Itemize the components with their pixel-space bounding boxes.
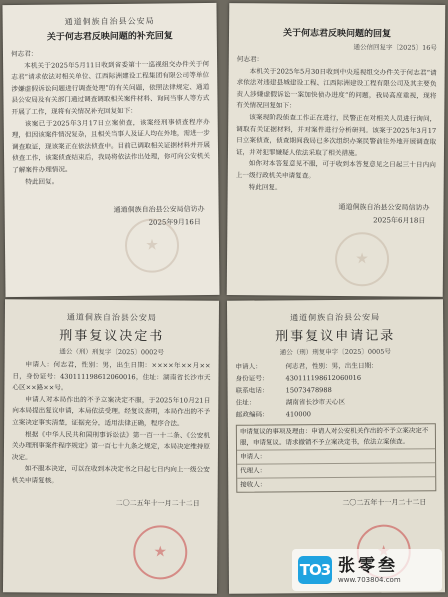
application-content-table	[236, 423, 436, 492]
document-number: 通公（刑）刑复字〔2025〕0002号	[59, 347, 164, 357]
field-label: 身份证号：	[235, 374, 269, 383]
site-logo-icon: TO3	[298, 556, 332, 584]
issuing-organization: 通道侗族自治县公安局	[64, 16, 155, 27]
issuing-organization: 通道侗族自治县公安局	[66, 312, 157, 323]
field-value: 15073478988	[285, 386, 332, 395]
document-title: 关于何志君反映问题的补充回复	[46, 31, 173, 43]
content-cell: 申请复议的事项及理由：申请人对公安机关作出的不予立案决定不服，申请复议。请求撤销不予立案决定书，依法立案侦查。	[237, 424, 435, 450]
field-row	[236, 407, 436, 420]
paragraph: 该案已于2025年3月17日立案侦查，该案经刑事侦查程序办理，但因该案件情况复杂，且相关当事人及证人均在外地，需进一步调查取证，现该案正在依法侦查中。目前已调取相关证据材料并开展侦查工作，该案侦查结束后，我局将依法作出处理，你可向公安机关了解案件办理情况。	[11, 117, 211, 174]
document-title: 刑事复议申请记录	[275, 328, 396, 345]
field-label: 联系电话：	[235, 386, 269, 395]
field-value: 湖南省长沙市天心区	[285, 397, 346, 407]
signature-row: 申请人：	[237, 449, 435, 464]
official-seal-icon	[125, 218, 180, 273]
paragraph: 该案现阶段侦查工作正在进行，民警正在对相关人员进行询问，调取有关证据材料，并对案件进行分析研判。该案于2025年3月17日立案侦查，侦查期间我局已多次组织办案民警前往外地开展调查取证，并对犯罪嫌疑人依法采取了相关措施。	[235, 113, 437, 157]
official-seal-icon	[133, 525, 187, 579]
supplementary-reply-document	[2, 3, 219, 297]
signature-org: 通道侗族自治县公安局信访办	[338, 203, 430, 212]
paragraph: 申请人对本局作出的不予立案决定不服，于2025年10月21日向本局提出复议申请，本局依法受理。经复议查明，本局作出的不予立案决定事实清楚，证据充分，适用法律正确，程序合法。	[12, 395, 211, 428]
document-date: 2025年6月18日	[373, 216, 426, 225]
signature-row: 接收人：	[240, 480, 267, 489]
signature-org: 通道侗族自治县公安局信访办	[113, 205, 205, 215]
site-watermark	[292, 549, 442, 591]
field-label: 住址：	[235, 398, 256, 407]
field-value: 何志君，性别：男，出生日期：	[285, 361, 378, 371]
paragraph: 特此回复。	[25, 177, 59, 186]
field-value: 410000	[285, 410, 311, 419]
document-date: 二〇二五年十一月二十二日	[115, 498, 200, 508]
document-date: 2025年9月16日	[148, 218, 201, 227]
watermark-brand: 张零叁	[338, 556, 398, 576]
criminal-reconsideration-decision	[3, 299, 219, 593]
paragraph: 特此回复。	[248, 182, 282, 192]
salutation: 何志君：	[236, 55, 264, 64]
reply-document	[227, 3, 446, 297]
paragraph: 如不服本决定，可以在收到本决定书之日起七日内向上一级公安机关申请复核。	[11, 464, 210, 485]
applicant-fields	[235, 359, 435, 420]
field-value: 430111198612060016	[285, 373, 362, 383]
document-title: 关于何志君反映问题的回复	[282, 28, 392, 40]
official-seal-icon	[335, 232, 389, 286]
paragraph: 本机关于2025年5月11日收到省委第十一巡视组交办件关于何志君“请求依法对相关单位、江西际洲建设工程集团有限公司等单位涉嫌虚假诉讼问题进行调查处理”的有关问题，依照法律规定、通道县公安局及有关部门通过调查调取相关案件材料、询问当事人等方式开展了工作，现将有关情况补充回复如下：	[11, 59, 210, 117]
field-label: 邮政编码：	[235, 410, 269, 419]
paragraph: 申请人：何志君，性别：男，出生日期：××××年××月××日，身份证号：430111198612060016，住址：湖南省长沙市天心区××路××号。	[12, 360, 211, 392]
paragraph: 根据《中华人民共和国刑事诉讼法》第一百一十二条、《公安机关办理刑事案件程序规定》第一百七十九条之规定，本局决定维持原决定。	[11, 429, 211, 462]
paragraph: 如你对本答复意见不服，可于收到本答复意见之日起三十日内向上一级行政机关申请复查。	[235, 159, 436, 180]
document-title: 刑事复议决定书	[59, 328, 165, 345]
issuing-organization: 通道侗族自治县公安局	[290, 312, 381, 323]
signature-row: 代理人：	[237, 463, 435, 478]
document-number: 通公（刑）刑复申字〔2025〕0005号	[279, 347, 391, 357]
document-number: 通公信回复字〔2025〕16号	[353, 43, 437, 52]
paragraph: 本机关于2025年5月30日收到中央巡视组交办件关于何志君“请求依法对违建县城建设工程、江西际洲建设工程有限公司及其主要负责人涉嫌虚假诉讼一案加快侦办进度”的问题，我局高度重视，现将有关情况回复如下：	[236, 66, 437, 111]
field-label: 申请人：	[235, 362, 262, 371]
document-date: 二〇二五年十一月二十二日	[342, 498, 427, 507]
salutation: 何志君：	[10, 49, 38, 59]
watermark-url: www.703804.com	[338, 576, 401, 584]
